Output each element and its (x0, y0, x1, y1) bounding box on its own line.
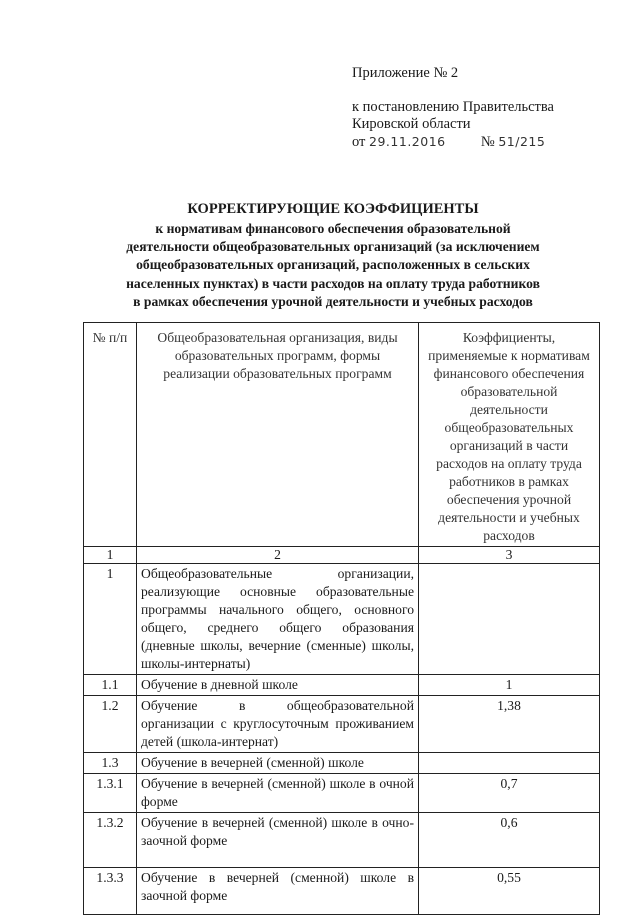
row-coef: 1 (419, 675, 600, 696)
row-desc: Общеобразовательные организации, реализующие основные образовательные программы начального общего, основного общего, среднего общего образования (дневные школы, вечерние (сменные) школы, школы-интернаты) (137, 564, 419, 675)
document-subtitle (60, 220, 606, 311)
subtitle-line: деятельности общеобразовательных организаций (за исключением (126, 239, 540, 255)
row-desc: Обучение в вечерней (сменной) школе в очно-заочной форме (137, 813, 419, 868)
col-number: 3 (419, 547, 600, 564)
row-coef: 0,7 (419, 774, 600, 813)
appendix-label: Приложение № 2 (352, 65, 459, 81)
row-num: 1.2 (84, 696, 137, 753)
row-num: 1.3 (84, 753, 137, 774)
column-number-row (84, 547, 600, 564)
row-desc: Обучение в вечерней (сменной) школе (137, 753, 419, 774)
appendix-decree-line: к постановлению Правительства (352, 99, 554, 115)
table-row (84, 774, 600, 813)
header-num: № п/п (84, 323, 137, 547)
row-coef: 0,55 (419, 868, 600, 915)
document-title: КОРРЕКТИРУЮЩИЕ КОЭФФИЦИЕНТЫ (187, 201, 479, 217)
coefficients-table (83, 322, 600, 915)
handwritten-date: 29.11.2016 (369, 134, 446, 149)
row-coef (419, 753, 600, 774)
subtitle-line: к нормативам финансового обеспечения образовательной (155, 221, 511, 236)
row-desc: Обучение в вечерней (сменной) школе в очной форме (137, 774, 419, 813)
row-desc: Обучение в вечерней (сменной) школе в заочной форме (137, 868, 419, 915)
table-row (84, 753, 600, 774)
table-row (84, 675, 600, 696)
table-row (84, 564, 600, 675)
handwritten-number: 51/215 (498, 134, 546, 149)
row-num: 1.1 (84, 675, 137, 696)
row-coef: 0,6 (419, 813, 600, 868)
date-prefix: от (352, 134, 366, 150)
number-prefix: № (480, 134, 495, 150)
subtitle-line: общеобразовательных организаций, расположенных в сельских (136, 257, 530, 273)
row-num: 1.3.2 (84, 813, 137, 868)
row-desc: Обучение в общеобразовательной организации с круглосуточным проживанием детей (школа-интернат) (137, 696, 419, 753)
subtitle-line: населенных пунктах) в части расходов на оплату труда работников (126, 275, 540, 291)
table-row (84, 813, 600, 868)
row-coef: 1,38 (419, 696, 600, 753)
row-coef (419, 564, 600, 675)
table-header-row (84, 323, 600, 547)
col-number: 1 (84, 547, 137, 564)
row-num: 1.3.3 (84, 868, 137, 915)
header-org: Общеобразовательная организация, виды образовательных программ, формы реализации образовательных программ (137, 323, 419, 547)
header-coef: Коэффициенты, применяемые к нормативам финансового обеспечения образовательной деятельности общеобразовательных организаций в части расходов на оплату труда работников в рамках обеспечения урочной деятельности и учебных расходов (419, 323, 600, 547)
col-number: 2 (137, 547, 419, 564)
appendix-region-line: Кировской области (352, 116, 471, 132)
appendix-date-line (352, 133, 545, 151)
row-num: 1.3.1 (84, 774, 137, 813)
row-num: 1 (84, 564, 137, 675)
table-row (84, 696, 600, 753)
row-desc: Обучение в дневной школе (137, 675, 419, 696)
subtitle-line: в рамках обеспечения урочной деятельности и учебных расходов (133, 293, 533, 309)
table-row (84, 868, 600, 915)
